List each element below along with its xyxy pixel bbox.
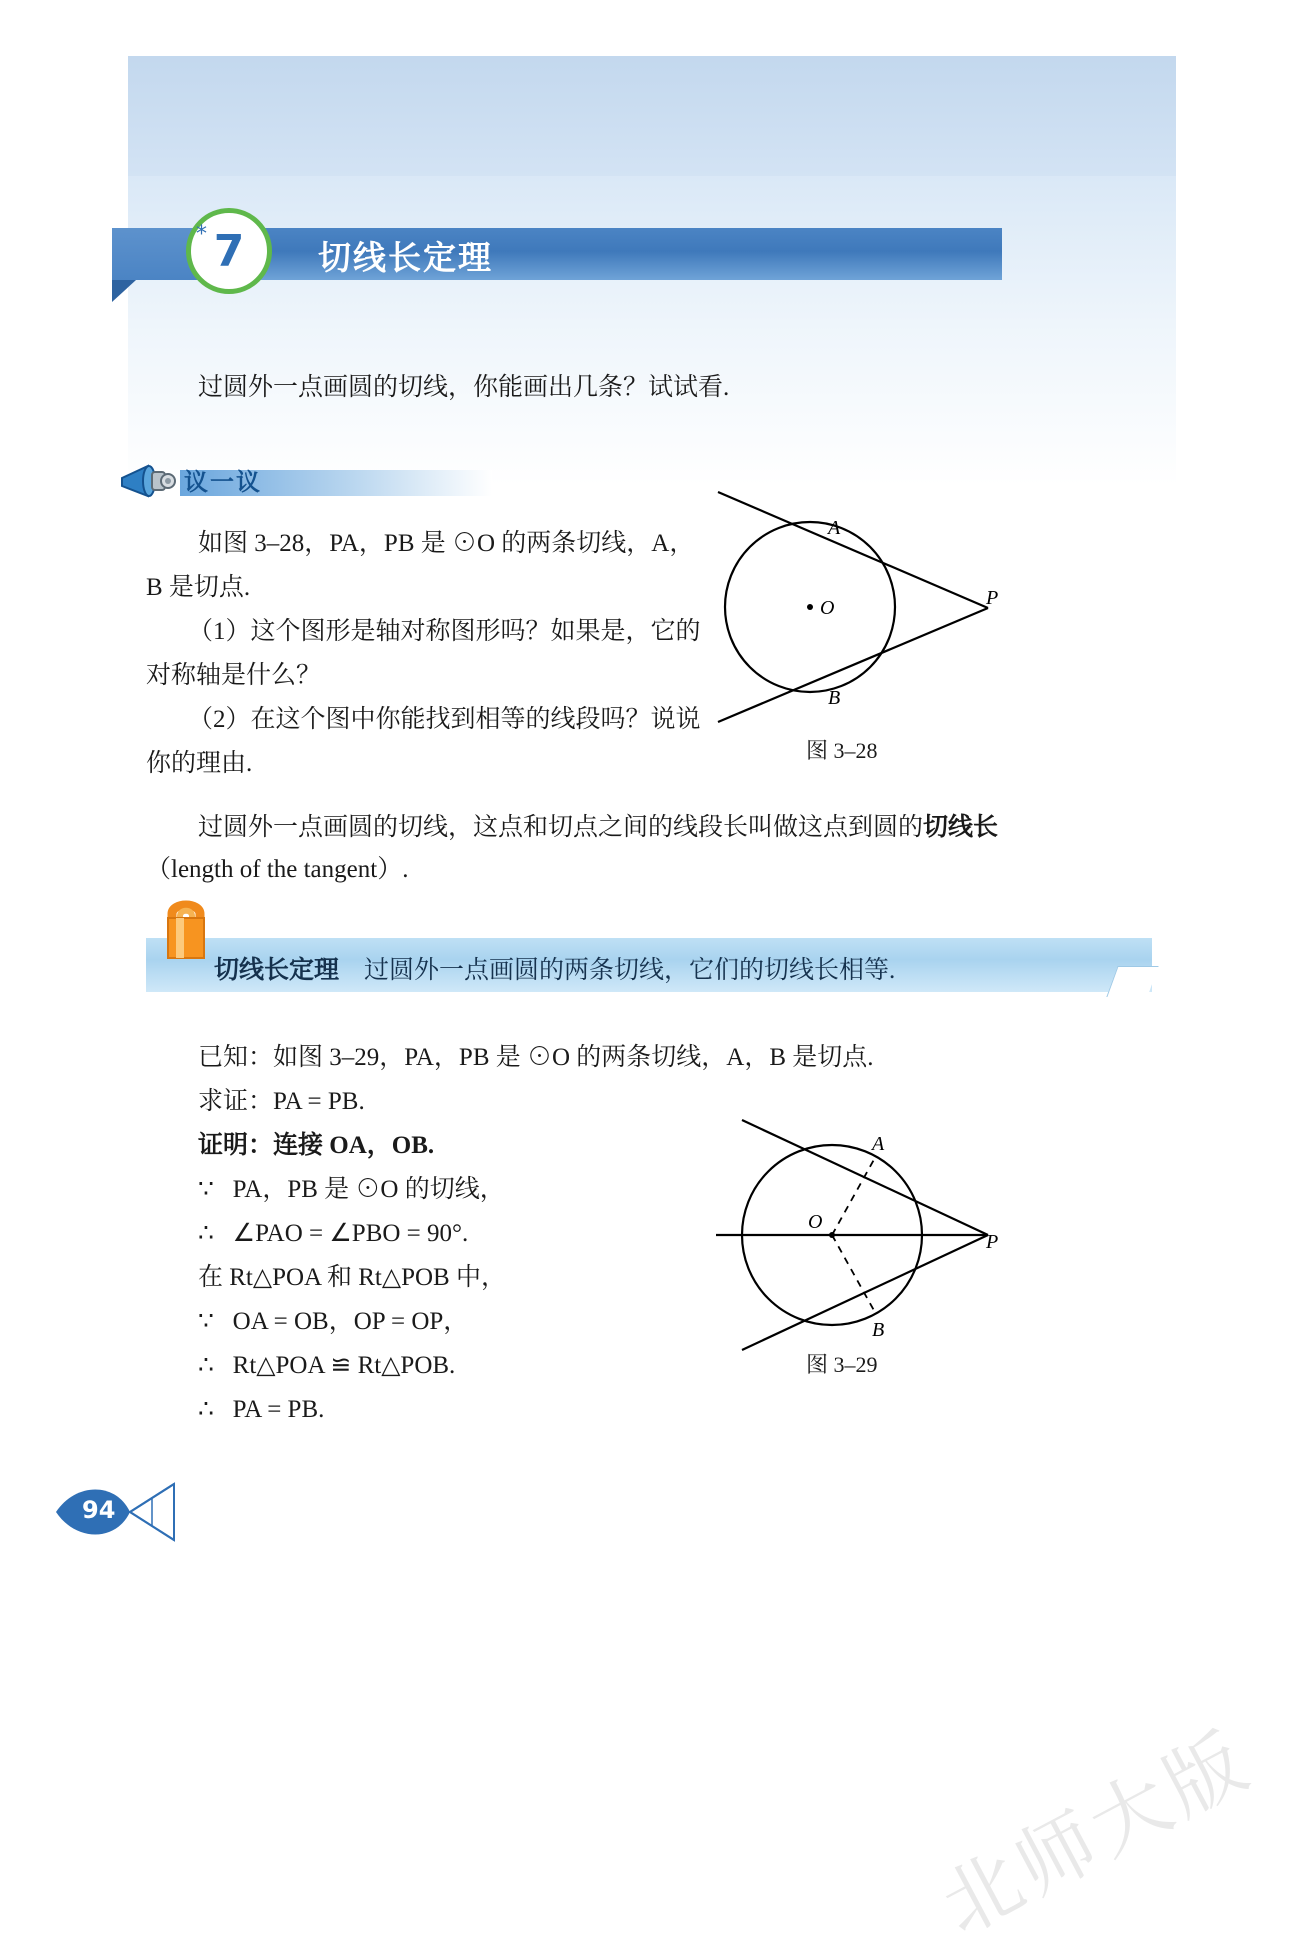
section-number: 7	[213, 225, 245, 277]
svg-text:B: B	[828, 687, 841, 709]
section-star-mark: *	[196, 222, 207, 247]
theorem-spacer	[339, 957, 364, 984]
svg-text:B: B	[872, 1319, 885, 1341]
svg-text:O: O	[808, 1211, 823, 1233]
proof-line-8: ∴ Rt△POA ≌ Rt△POB.	[198, 1352, 456, 1379]
proof-line-4: ∵ PA，PB 是 ⊙O 的切线，	[198, 1176, 505, 1203]
paperclip-icon	[158, 892, 214, 962]
intro-line-1: 过圆外一点画圆的切线，你能画出几条？试试看.	[198, 374, 730, 401]
theorem-statement: 过圆外一点画圆的两条切线，它们的切线长相等.	[364, 957, 896, 984]
definition-line-1	[198, 806, 998, 850]
svg-text:A: A	[872, 1133, 885, 1155]
page-background-top	[128, 56, 1176, 176]
discuss-line-3: （1）这个图形是轴对称图形吗？如果是，它的	[188, 618, 701, 645]
figure-3-28-caption: 图 3–28	[806, 738, 878, 763]
proof-line-7: ∵ OA = OB，OP = OP，	[198, 1308, 469, 1335]
svg-text:P: P	[986, 1231, 999, 1253]
section-header-tail	[112, 280, 136, 302]
proof-line-6: 在 Rt△POA 和 Rt△POB 中，	[198, 1264, 506, 1291]
page-number: 94	[82, 1496, 116, 1524]
svg-text:P: P	[986, 587, 999, 609]
discuss-line-5: （2）在这个图中你能找到相等的线段吗？说说	[188, 706, 701, 733]
svg-text:A: A	[828, 517, 841, 539]
proof-line-9: ∴ PA = PB.	[198, 1396, 325, 1423]
discuss-line-1: 如图 3–28，PA，PB 是 ⊙O 的两条切线，A，	[198, 530, 695, 557]
proof-line-5: ∴ ∠PAO = ∠PBO = 90°.	[198, 1220, 469, 1247]
definition-term: 切线长	[923, 814, 999, 841]
publisher-watermark: 北师大版	[927, 1715, 1267, 1953]
page-number-ornament	[56, 1476, 176, 1548]
discuss-line-2: B 是切点.	[146, 574, 251, 601]
figure-3-29-caption: 图 3–29	[806, 1352, 878, 1377]
discuss-line-4: 对称轴是什么？	[146, 662, 322, 689]
definition-line-1-text: 过圆外一点画圆的切线，这点和切点之间的线段长叫做这点到圆的	[198, 814, 924, 841]
figure-3-28-diagram	[700, 482, 1000, 752]
proof-line-1: 已知：如图 3–29，PA，PB 是 ⊙O 的两条切线，A，B 是切点.	[198, 1044, 874, 1071]
theorem-statement-row	[214, 950, 895, 986]
discuss-line-6: 你的理由.	[146, 750, 253, 777]
page-title: 切线长定理	[318, 238, 493, 277]
theorem-name: 切线长定理	[214, 957, 340, 984]
proof-line-3: 证明：连接 OA，OB.	[198, 1132, 435, 1159]
figure-3-29-diagram	[700, 1110, 1020, 1360]
definition-line-2: （length of the tangent）.	[146, 856, 409, 883]
svg-text:O: O	[820, 597, 835, 619]
discuss-label: 议一议	[184, 468, 262, 496]
proof-line-2: 求证：PA = PB.	[198, 1088, 365, 1115]
megaphone-icon	[118, 458, 178, 504]
